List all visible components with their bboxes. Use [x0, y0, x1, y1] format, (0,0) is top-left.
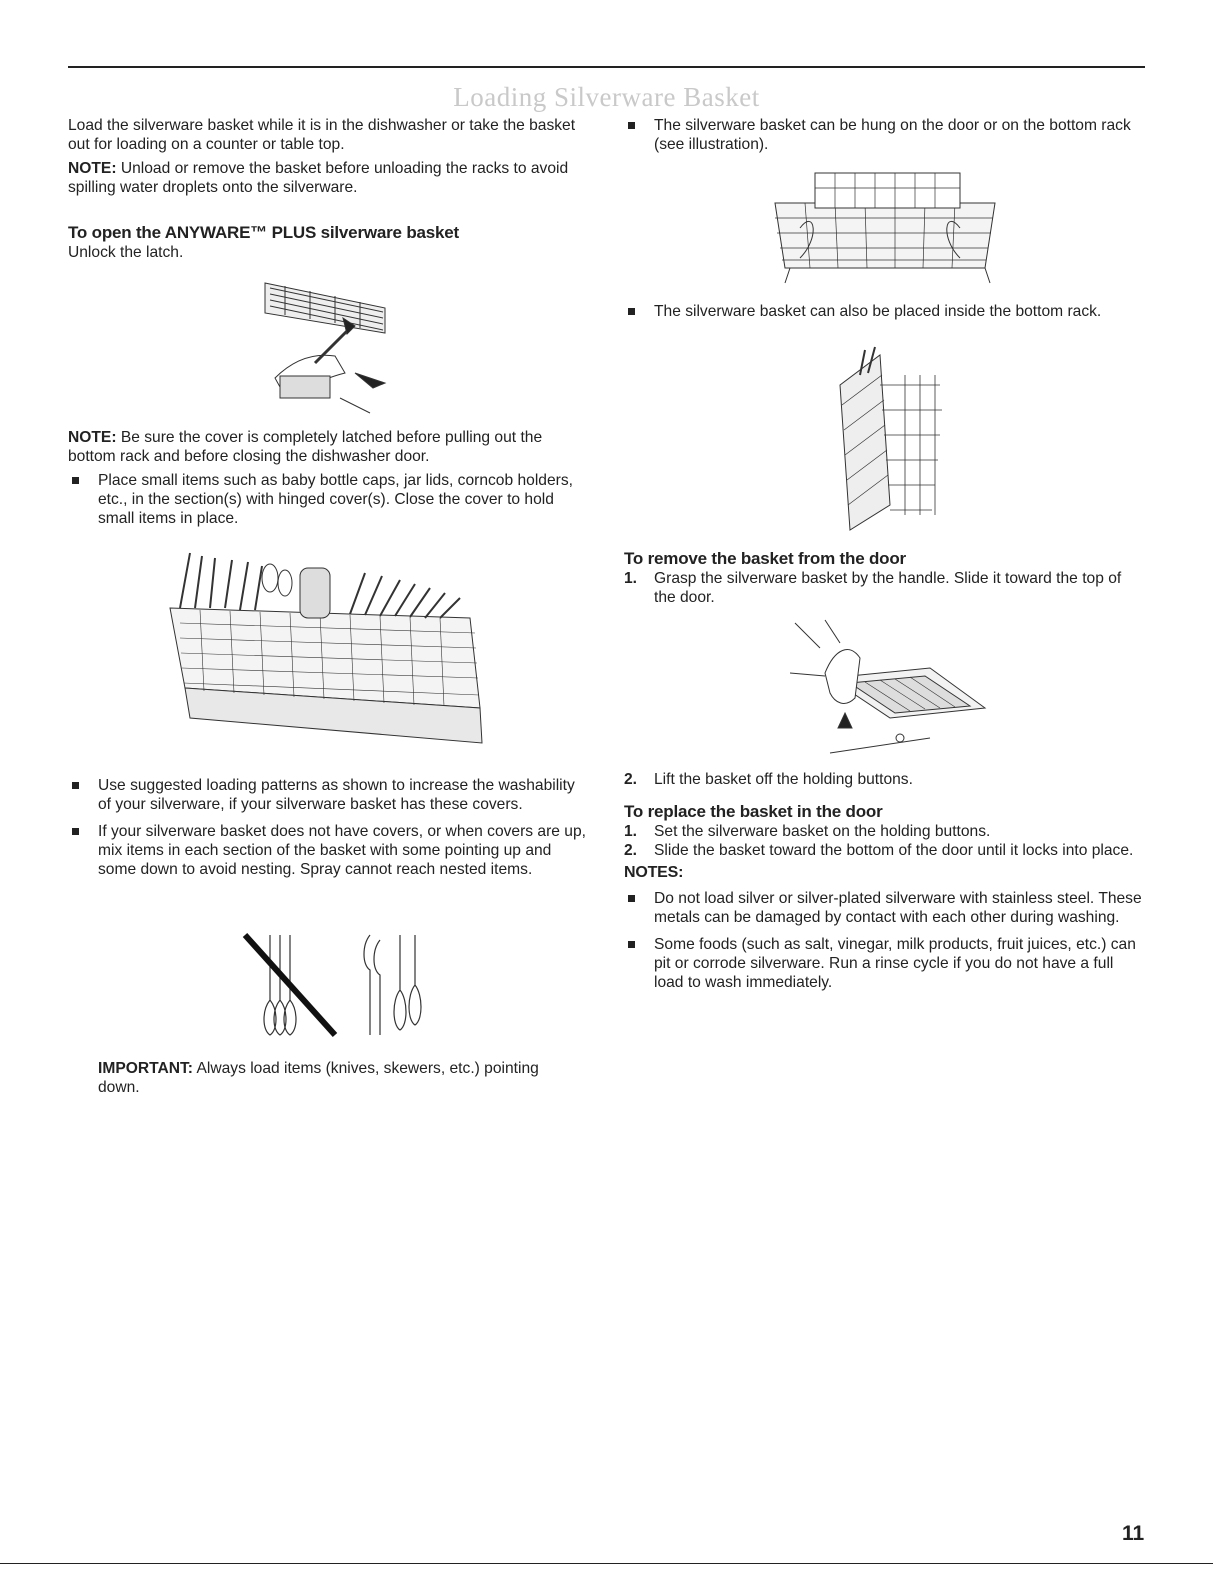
important-block: [98, 1059, 558, 1097]
heading-replace-basket: To replace the basket in the door: [624, 802, 883, 821]
step-number: 2.: [624, 842, 638, 859]
step-number: 2.: [624, 771, 638, 788]
note-text: Be sure the cover is completely latched before pulling out the bottom rack and before closing the dishwasher door.: [68, 429, 543, 465]
remove-step-1: [624, 569, 1144, 607]
note-latched: [68, 428, 588, 466]
step-text: Slide the basket toward the bottom of the door until it locks into place.: [654, 842, 1134, 859]
replace-step-1: [624, 822, 1144, 841]
left-column: [68, 116, 588, 262]
note-item-silver: Do not load silver or silver-plated silverware with stainless steel. These metals can be damaged by contact with each other during washing.: [624, 889, 1144, 927]
note-item-foods: Some foods (such as salt, vinegar, milk products, fruit juices, etc.) can pit or corrode silverware. Run a rinse cycle if you do not have a full load to wash immediately.: [624, 935, 1144, 992]
right-column-lift: [624, 770, 1144, 992]
bullet-small-items: Place small items such as baby bottle caps, jar lids, corncob holders, etc., in the section(s) with hinged cover(s). Close the cover to hold small items in place.: [68, 471, 588, 528]
intro-paragraph: Load the silverware basket while it is in the dishwasher or take the basket out for loading on a counter or table top.: [68, 117, 576, 153]
nesting-illustration: [240, 930, 440, 1040]
rack-hung-illustration: [760, 168, 1010, 288]
note-label: NOTE:: [68, 160, 117, 177]
replace-step-2: [624, 841, 1144, 860]
left-column-lower: [68, 428, 588, 528]
note-text: Unload or remove the basket before unloading the racks to avoid spilling water droplets onto the silverware.: [68, 160, 569, 196]
rack-inside-illustration: [820, 345, 950, 535]
step-text: Grasp the silverware basket by the handle. Slide it toward the top of the door.: [654, 570, 1122, 606]
open-step: Unlock the latch.: [68, 244, 184, 261]
bullet-basket-inside: The silverware basket can also be placed inside the bottom rack.: [624, 302, 1144, 321]
step-text: Lift the basket off the holding buttons.: [654, 771, 913, 788]
right-column-remove: [624, 548, 1144, 607]
silverware-basket-illustration: [160, 548, 500, 748]
important-text: Always load items (knives, skewers, etc.) pointing down.: [98, 1060, 539, 1096]
note-unload: [68, 159, 588, 197]
heading-open-basket: To open the ANYWARE™ PLUS silverware basket: [68, 223, 459, 242]
step-number: 1.: [624, 570, 638, 587]
heading-notes: NOTES:: [624, 864, 684, 881]
step-text: Set the silverware basket on the holding buttons.: [654, 823, 991, 840]
right-column: [624, 116, 1144, 154]
page-title: Loading Silverware Basket: [453, 82, 760, 112]
heading-remove-basket: To remove the basket from the door: [624, 549, 906, 568]
right-column-inside: [624, 302, 1144, 321]
remove-step-2: [624, 770, 1144, 789]
note-label: NOTE:: [68, 429, 117, 446]
important-label: IMPORTANT:: [98, 1060, 193, 1077]
important-note: [98, 1059, 558, 1097]
bottom-rule: [0, 1563, 1213, 1564]
top-rule: [68, 66, 1145, 68]
bullet-basket-hung: The silverware basket can be hung on the door or on the bottom rack (see illustration).: [624, 116, 1144, 154]
door-removal-illustration: [790, 618, 990, 763]
bullet-loading-patterns: Use suggested loading patterns as shown to increase the washability of your silverware, if your silverware basket has these covers.: [68, 776, 588, 814]
step-number: 1.: [624, 823, 638, 840]
latch-illustration: [255, 278, 395, 418]
left-column-bullets: [68, 776, 588, 879]
bullet-mix-items: If your silverware basket does not have covers, or when covers are up, mix items in each section of the basket with some pointing up and some down to avoid nesting. Spray cannot reach nested items.: [68, 822, 588, 879]
page-number: 11: [1122, 1522, 1145, 1545]
